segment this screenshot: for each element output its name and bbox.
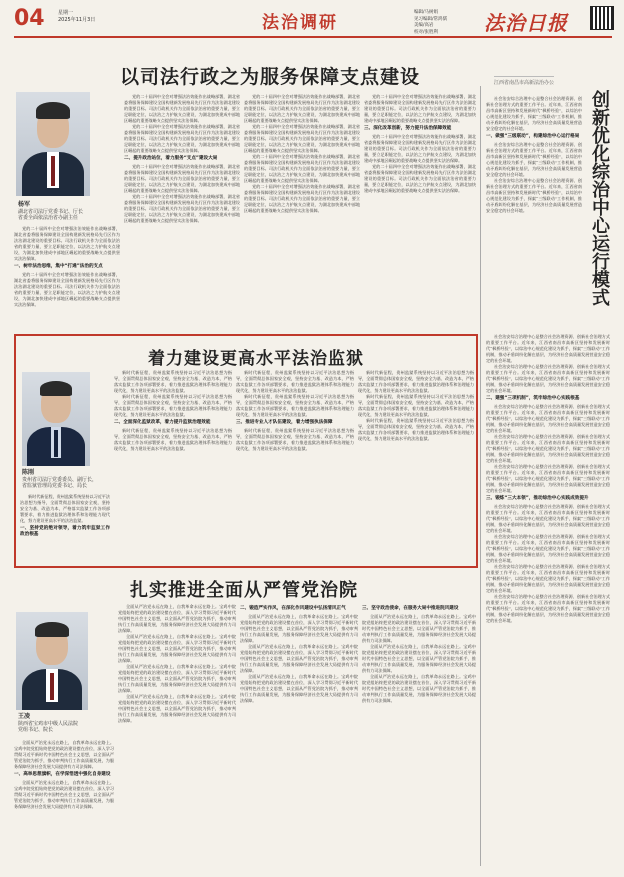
subheading: 二、全面深化监狱改革，着力提升监狱治理效能	[114, 420, 211, 425]
author-name: 杨军	[18, 201, 31, 208]
editor-line: 美编/高岩	[414, 23, 434, 28]
date-block	[58, 10, 95, 24]
paragraph: 新时代新征程，贵州监狱系统坚持以习近平法治思想为指导，全面贯彻总体国家安全观，坚持安全为基、改造为本，严格落实监狱工作各项部署要求，着力推进监狱治理体系和治理能力现代化，努力建设更高水平的法治监狱。	[358, 394, 474, 417]
article2-body-col1	[20, 494, 110, 564]
paragraph: 新时代新征程，贵州监狱系统坚持以习近平法治思想为指导，全面贯彻总体国家安全观，坚持安全为基、改造为本，严格落实监狱工作各项部署要求，着力推进监狱治理体系和治理能力现代化，努力建设更高水平的法治监狱。	[358, 418, 474, 441]
paragraph: 社会治安综合治理中心是整合社会治理资源、创新社会治理方式的重要工作平台。近年来，江西省南昌市高新区坚持和发展新时代“枫桥经验”，以综治中心规范化建设为抓手，探索“三级联动”工作机制，推动矛盾纠纷化解在基层，为经济社会高质量发展营造安全稳定的社会环境。	[486, 534, 610, 563]
paragraph: 社会治安综合治理中心是整合社会治理资源、创新社会治理方式的重要工作平台。近年来，江西省南昌市高新区坚持和发展新时代“枫桥经验”，以综治中心规范化建设为抓手，探索“三级联动”工作机制，推动矛盾纠纷化解在基层，为经济社会高质量发展营造安全稳定的社会环境。	[486, 364, 610, 393]
paragraph: 新时代新征程，贵州监狱系统坚持以习近平法治思想为指导，全面贯彻总体国家安全观，坚持安全为基、改造为本，严格落实监狱工作各项部署要求，着力推进监狱治理体系和治理能力现代化，努力建设更高水平的法治监狱。	[236, 428, 354, 451]
article3-body-col2	[118, 604, 236, 868]
subheading: 三、深化改革创新，努力提升法治保障效能	[364, 126, 452, 131]
paragraph: 党的二十届四中全会对增强法治效能作出战略部署，湖北省委将服务保障建设全国构建新发展格局先行区作为法治湖北建设的重要目标。司法行政机关作为全面依法治省的重要力量，要立足职能定位，以法治之力护航支点建设，为湖北加快建成中部地区崛起的重要战略支点提供坚实法治保障。	[14, 272, 120, 307]
paragraph: 新时代新征程，贵州监狱系统坚持以习近平法治思想为指导，全面贯彻总体国家安全观，坚持安全为基、改造为本，严格落实监狱工作各项部署要求，着力推进监狱治理体系和治理能力现代化，努力建设更高水平的法治监狱。	[358, 370, 474, 393]
sidebar-vertical-title: 创新优化综治中心运行模式	[589, 90, 610, 306]
subheading: 二、建强“三项机制”，筑牢综治中心实践根基	[486, 396, 580, 401]
paragraph: 全面从严治党永远在路上，自我革命永远在路上。宝鸡中院党组始终把党的政治建设摆在首位，深入学习贯彻习近平新时代中国特色社会主义思想，以全面从严管党治院为抓手，推动审判执行工作高质量发展，为服务保障经济社会发展大局提供有力司法保障。	[362, 674, 476, 703]
section-title: 法治调研	[262, 13, 338, 33]
subheading: 二、提升政治站位，着力服务“支点”建设大局	[124, 156, 218, 161]
paragraph: 社会治安综合治理中心是整合社会治理资源、创新社会治理方式的重要工作平台。近年来，江西省南昌市高新区坚持和发展新时代“枫桥经验”，以综治中心规范化建设为抓手，探索“三级联动”工作机制，推动矛盾纠纷化解在基层，为经济社会高质量发展营造安全稳定的社会环境。	[486, 178, 582, 213]
paragraph: 全面从严治党永远在路上，自我革命永远在路上。宝鸡中院党组始终把党的政治建设摆在首位，深入学习贯彻习近平新时代中国特色社会主义思想，以全面从严管党治院为抓手，推动审判执行工作高质量发展，为服务保障经济社会发展大局提供有力司法保障。	[240, 614, 358, 643]
paragraph: 全面从严治党永远在路上，自我革命永远在路上。宝鸡中院党组始终把党的政治建设摆在首位，深入学习贯彻习近平新时代中国特色社会主义思想，以全面从严管党治院为抓手，推动审判执行工作高质量发展，为服务保障经济社会发展大局提供有力司法保障。	[118, 604, 236, 633]
paragraph: 党的二十届四中全会对增强法治效能作出战略部署，湖北省委将服务保障建设全国构建新发展格局先行区作为法治湖北建设的重要目标。司法行政机关作为全面依法治省的重要力量，要立足职能定位，以法治之力护航支点建设，为湖北加快建成中部地区崛起的重要战略支点提供坚实法治保障。	[124, 94, 240, 123]
paragraph: 新时代新征程，贵州监狱系统坚持以习近平法治思想为指导，全面贯彻总体国家安全观，坚持安全为基、改造为本，严格落实监狱工作各项部署要求，着力推进监狱治理体系和治理能力现代化，努力建设更高水平的法治监狱。	[114, 370, 232, 393]
author-title: 贵州省司法厅党委委员、副厅长，	[22, 476, 98, 483]
paragraph: 新时代新征程，贵州监狱系统坚持以习近平法治思想为指导，全面贯彻总体国家安全观，坚持安全为基、改造为本，严格落实监狱工作各项部署要求，着力推进监狱治理体系和治理能力现代化，努力建设更高水平的法治监狱。	[20, 494, 110, 523]
subheading: 一、坚持党的绝对领导，着力筑牢监狱工作政治根基	[20, 526, 110, 537]
article2-body-col3	[236, 370, 354, 564]
paragraph: 社会治安综合治理中心是整合社会治理资源、创新社会治理方式的重要工作平台。近年来，江西省南昌市高新区坚持和发展新时代“枫桥经验”，以综治中心规范化建设为抓手，探索“三级联动”工作机制，推动矛盾纠纷化解在基层，为经济社会高质量发展营造安全稳定的社会环境。	[486, 96, 582, 131]
article1-body-col1	[14, 226, 120, 330]
paragraph: 新时代新征程，贵州监狱系统坚持以习近平法治思想为指导，全面贯彻总体国家安全观，坚持安全为基、改造为本，严格落实监狱工作各项部署要求，着力推进监狱治理体系和治理能力现代化，努力建设更高水平的法治监狱。	[236, 394, 354, 417]
article3-headline: 扎实推进全面从严管党治院	[130, 580, 358, 601]
article1-body-col4	[364, 94, 476, 330]
author-title2: 党组书记、院长	[18, 727, 54, 733]
article1-body-col3	[244, 94, 360, 330]
paragraph: 新时代新征程，贵州监狱系统坚持以习近平法治思想为指导，全面贯彻总体国家安全观，坚持安全为基、改造为本，严格落实监狱工作各项部署要求，着力推进监狱治理体系和治理能力现代化，努力建设更高水平的法治监狱。	[114, 394, 232, 417]
author-name: 王凌	[18, 713, 31, 720]
sidebar-body-bottom	[486, 334, 610, 866]
masthead-rule	[14, 36, 612, 38]
subheading: 三、坚守政治使命，在服务大局中推进院风建设	[362, 606, 459, 611]
newspaper-logo: 法治日报	[484, 11, 568, 35]
author-photo-wangling	[16, 612, 88, 710]
paragraph: 党的二十届四中全会对增强法治效能作出战略部署，湖北省委将服务保障建设全国构建新发展格局先行区作为法治湖北建设的重要目标。司法行政机关作为全面依法治省的重要力量，要立足职能定位，以法治之力护航支点建设，为湖北加快建成中部地区崛起的重要战略支点提供坚实法治保障。	[244, 94, 360, 123]
paragraph: 全面从严治党永远在路上，自我革命永远在路上。宝鸡中院党组始终把党的政治建设摆在首位，深入学习贯彻习近平新时代中国特色社会主义思想，以全面从严管党治院为抓手，推动审判执行工作高质量发展，为服务保障经济社会发展大局提供有力司法保障。	[14, 780, 114, 809]
paragraph: 党的二十届四中全会对增强法治效能作出战略部署，湖北省委将服务保障建设全国构建新发展格局先行区作为法治湖北建设的重要目标。司法行政机关作为全面依法治省的重要力量，要立足职能定位，以法治之力护航支点建设，为湖北加快建成中部地区崛起的重要战略支点提供坚实法治保障。	[124, 194, 240, 223]
editor-line: 编辑/马树娟	[414, 10, 439, 15]
qr-code-icon	[590, 6, 614, 30]
article3-body-col4	[362, 604, 476, 868]
subheading: 一、树牢法治思维，集中“打通”法治的支点	[14, 264, 103, 269]
paragraph: 新时代新征程，贵州监狱系统坚持以习近平法治思想为指导，全面贯彻总体国家安全观，坚持安全为基、改造为本，严格落实监狱工作各项部署要求，着力推进监狱治理体系和治理能力现代化，努力建设更高水平的法治监狱。	[236, 370, 354, 393]
paragraph: 党的二十届四中全会对增强法治效能作出战略部署，湖北省委将服务保障建设全国构建新发展格局先行区作为法治湖北建设的重要目标。司法行政机关作为全面依法治省的重要力量，要立足职能定位，以法治之力护航支点建设，为湖北加快建成中部地区崛起的重要战略支点提供坚实法治保障。	[364, 94, 476, 123]
sidebar-body-top	[486, 96, 582, 328]
paragraph: 党的二十届四中全会对增强法治效能作出战略部署，湖北省委将服务保障建设全国构建新发展格局先行区作为法治湖北建设的重要目标。司法行政机关作为全面依法治省的重要力量，要立足职能定位，以法治之力护航支点建设，为湖北加快建成中部地区崛起的重要战略支点提供坚实法治保障。	[244, 124, 360, 153]
article3-byline	[18, 714, 102, 734]
weekday: 星期一	[58, 10, 74, 16]
paragraph: 党的二十届四中全会对增强法治效能作出战略部署，湖北省委将服务保障建设全国构建新发展格局先行区作为法治湖北建设的重要目标。司法行政机关作为全面依法治省的重要力量，要立足职能定位，以法治之力护航支点建设，为湖北加快建成中部地区崛起的重要战略支点提供坚实法治保障。	[244, 184, 360, 213]
editor-line: 校对/张胜利	[414, 29, 439, 35]
author-title2: 省委全面依法治省办副主任	[18, 215, 79, 221]
editor-credits	[414, 10, 447, 36]
paragraph: 社会治安综合治理中心是整合社会治理资源、创新社会治理方式的重要工作平台。近年来，江西省南昌市高新区坚持和发展新时代“枫桥经验”，以综治中心规范化建设为抓手，探索“三级联动”工作机制，推动矛盾纠纷化解在基层，为经济社会高质量发展营造安全稳定的社会环境。	[486, 564, 610, 593]
paragraph: 社会治安综合治理中心是整合社会治理资源、创新社会治理方式的重要工作平台。近年来，江西省南昌市高新区坚持和发展新时代“枫桥经验”，以综治中心规范化建设为抓手，探索“三级联动”工作机制，推动矛盾纠纷化解在基层，为经济社会高质量发展营造安全稳定的社会环境。	[486, 334, 610, 363]
page-number: 04	[14, 6, 45, 31]
paragraph: 全面从严治党永远在路上，自我革命永远在路上。宝鸡中院党组始终把党的政治建设摆在首位，深入学习贯彻习近平新时代中国特色社会主义思想，以全面从严管党治院为抓手，推动审判执行工作高质量发展，为服务保障经济社会发展大局提供有力司法保障。	[240, 674, 358, 703]
paragraph: 党的二十届四中全会对增强法治效能作出战略部署，湖北省委将服务保障建设全国构建新发展格局先行区作为法治湖北建设的重要目标。司法行政机关作为全面依法治省的重要力量，要立足职能定位，以法治之力护航支点建设，为湖北加快建成中部地区崛起的重要战略支点提供坚实法治保障。	[364, 164, 476, 193]
masthead	[14, 6, 612, 36]
editor-line: 见习编辑/常鸿儒	[414, 16, 448, 22]
paragraph: 党的二十届四中全会对增强法治效能作出战略部署，湖北省委将服务保障建设全国构建新发展格局先行区作为法治湖北建设的重要目标。司法行政机关作为全面依法治省的重要力量，要立足职能定位，以法治之力护航支点建设，为湖北加快建成中部地区崛起的重要战略支点提供坚实法治保障。	[244, 154, 360, 183]
article2-headline: 着力建设更高水平法治监狱	[148, 349, 364, 369]
subheading: 一、做强“三级联动”，构建综治中心运行格局	[486, 134, 580, 139]
paragraph: 社会治安综合治理中心是整合社会治理资源、创新社会治理方式的重要工作平台。近年来，江西省南昌市高新区坚持和发展新时代“枫桥经验”，以综治中心规范化建设为抓手，探索“三级联动”工作机制，推动矛盾纠纷化解在基层，为经济社会高质量发展营造安全稳定的社会环境。	[486, 404, 610, 433]
subheading: 三、锻炼“三大本领”，推动综治中心实践成效提升	[486, 496, 589, 501]
paragraph: 社会治安综合治理中心是整合社会治理资源、创新社会治理方式的重要工作平台。近年来，江西省南昌市高新区坚持和发展新时代“枫桥经验”，以综治中心规范化建设为抓手，探索“三级联动”工作机制，推动矛盾纠纷化解在基层，为经济社会高质量发展营造安全稳定的社会环境。	[486, 434, 610, 463]
paragraph: 社会治安综合治理中心是整合社会治理资源、创新社会治理方式的重要工作平台。近年来，江西省南昌市高新区坚持和发展新时代“枫桥经验”，以综治中心规范化建设为抓手，探索“三级联动”工作机制，推动矛盾纠纷化解在基层，为经济社会高质量发展营造安全稳定的社会环境。	[486, 142, 582, 177]
paragraph: 党的二十届四中全会对增强法治效能作出战略部署，湖北省委将服务保障建设全国构建新发展格局先行区作为法治湖北建设的重要目标。司法行政机关作为全面依法治省的重要力量，要立足职能定位，以法治之力护航支点建设，为湖北加快建成中部地区崛起的重要战略支点提供坚实法治保障。	[124, 164, 240, 193]
subheading: 二、锻造严实作风，在深化作风建设中弘扬清风正气	[240, 606, 346, 611]
article1-byline	[18, 202, 98, 222]
paragraph: 全面从严治党永远在路上，自我革命永远在路上。宝鸡中院党组始终把党的政治建设摆在首位，深入学习贯彻习近平新时代中国特色社会主义思想，以全面从严管党治院为抓手，推动审判执行工作高质量发展，为服务保障经济社会发展大局提供有力司法保障。	[362, 614, 476, 643]
publish-date: 2025年11月3日	[58, 17, 96, 23]
article1-body-col2	[124, 94, 240, 330]
author-photo-yangjun	[16, 92, 90, 196]
paragraph: 社会治安综合治理中心是整合社会治理资源、创新社会治理方式的重要工作平台。近年来，江西省南昌市高新区坚持和发展新时代“枫桥经验”，以综治中心规范化建设为抓手，探索“三级联动”工作机制，推动矛盾纠纷化解在基层，为经济社会高质量发展营造安全稳定的社会环境。	[486, 504, 610, 533]
author-photo-chengang	[22, 372, 90, 466]
article3-body-col1	[14, 740, 114, 868]
column-divider	[480, 86, 481, 866]
paragraph: 党的二十届四中全会对增强法治效能作出战略部署，湖北省委将服务保障建设全国构建新发展格局先行区作为法治湖北建设的重要目标。司法行政机关作为全面依法治省的重要力量，要立足职能定位，以法治之力护航支点建设，为湖北加快建成中部地区崛起的重要战略支点提供坚实法治保障。	[124, 124, 240, 153]
paragraph: 党的二十届四中全会对增强法治效能作出战略部署，湖北省委将服务保障建设全国构建新发展格局先行区作为法治湖北建设的重要目标。司法行政机关作为全面依法治省的重要力量，要立足职能定位，以法治之力护航支点建设，为湖北加快建成中部地区崛起的重要战略支点提供坚实法治保障。	[364, 134, 476, 163]
subheading: 三、推进专业人才队伍建设，着力增强执法保障	[236, 420, 333, 425]
paragraph: 全面从严治党永远在路上，自我革命永远在路上。宝鸡中院党组始终把党的政治建设摆在首位，深入学习贯彻习近平新时代中国特色社会主义思想，以全面从严管党治院为抓手，推动审判执行工作高质量发展，为服务保障经济社会发展大局提供有力司法保障。	[362, 644, 476, 673]
paragraph: 新时代新征程，贵州监狱系统坚持以习近平法治思想为指导，全面贯彻总体国家安全观，坚持安全为基、改造为本，严格落实监狱工作各项部署要求，着力推进监狱治理体系和治理能力现代化，努力建设更高水平的法治监狱。	[114, 428, 232, 451]
author-title: 陕西省宝鸡市中级人民法院	[18, 720, 79, 727]
author-name: 陈刚	[22, 469, 35, 476]
article3-body-col3	[240, 604, 358, 868]
article1-headline: 以司法行政之为服务保障支点建设	[120, 66, 421, 88]
paragraph: 社会治安综合治理中心是整合社会治理资源、创新社会治理方式的重要工作平台。近年来，江西省南昌市高新区坚持和发展新时代“枫桥经验”，以综治中心规范化建设为抓手，探索“三级联动”工作机制，推动矛盾纠纷化解在基层，为经济社会高质量发展营造安全稳定的社会环境。	[486, 464, 610, 493]
paragraph: 全面从严治党永远在路上，自我革命永远在路上。宝鸡中院党组始终把党的政治建设摆在首位，深入学习贯彻习近平新时代中国特色社会主义思想，以全面从严管党治院为抓手，推动审判执行工作高质量发展，为服务保障经济社会发展大局提供有力司法保障。	[118, 634, 236, 663]
subheading: 一、高举思想旗帜，在学深悟透中强化自身建设	[14, 772, 111, 777]
author-title2: 省监狱管理局党委书记、局长	[22, 483, 88, 489]
paragraph: 全面从严治党永远在路上，自我革命永远在路上。宝鸡中院党组始终把党的政治建设摆在首位，深入学习贯彻习近平新时代中国特色社会主义思想，以全面从严管党治院为抓手，推动审判执行工作高质量发展，为服务保障经济社会发展大局提供有力司法保障。	[240, 644, 358, 673]
sidebar-kicker: 江西省南昌市高新法治办公	[494, 76, 554, 86]
paragraph: 党的二十届四中全会对增强法治效能作出战略部署，湖北省委将服务保障建设全国构建新发展格局先行区作为法治湖北建设的重要目标。司法行政机关作为全面依法治省的重要力量，要立足职能定位，以法治之力护航支点建设，为湖北加快建成中部地区崛起的重要战略支点提供坚实法治保障。	[14, 226, 120, 261]
article2-body-col4	[358, 370, 474, 564]
article2-body-col2	[114, 370, 232, 564]
paragraph: 全面从严治党永远在路上，自我革命永远在路上。宝鸡中院党组始终把党的政治建设摆在首位，深入学习贯彻习近平新时代中国特色社会主义思想，以全面从严管党治院为抓手，推动审判执行工作高质量发展，为服务保障经济社会发展大局提供有力司法保障。	[118, 664, 236, 693]
paragraph: 社会治安综合治理中心是整合社会治理资源、创新社会治理方式的重要工作平台。近年来，江西省南昌市高新区坚持和发展新时代“枫桥经验”，以综治中心规范化建设为抓手，探索“三级联动”工作机制，推动矛盾纠纷化解在基层，为经济社会高质量发展营造安全稳定的社会环境。	[486, 594, 610, 623]
paragraph: 全面从严治党永远在路上，自我革命永远在路上。宝鸡中院党组始终把党的政治建设摆在首位，深入学习贯彻习近平新时代中国特色社会主义思想，以全面从严管党治院为抓手，推动审判执行工作高质量发展，为服务保障经济社会发展大局提供有力司法保障。	[14, 740, 114, 769]
article2-byline	[22, 470, 106, 490]
author-title: 湖北省司法厅党委书记、厅长	[18, 208, 84, 215]
paragraph: 全面从严治党永远在路上，自我革命永远在路上。宝鸡中院党组始终把党的政治建设摆在首位，深入学习贯彻习近平新时代中国特色社会主义思想，以全面从严管党治院为抓手，推动审判执行工作高质量发展，为服务保障经济社会发展大局提供有力司法保障。	[118, 694, 236, 723]
